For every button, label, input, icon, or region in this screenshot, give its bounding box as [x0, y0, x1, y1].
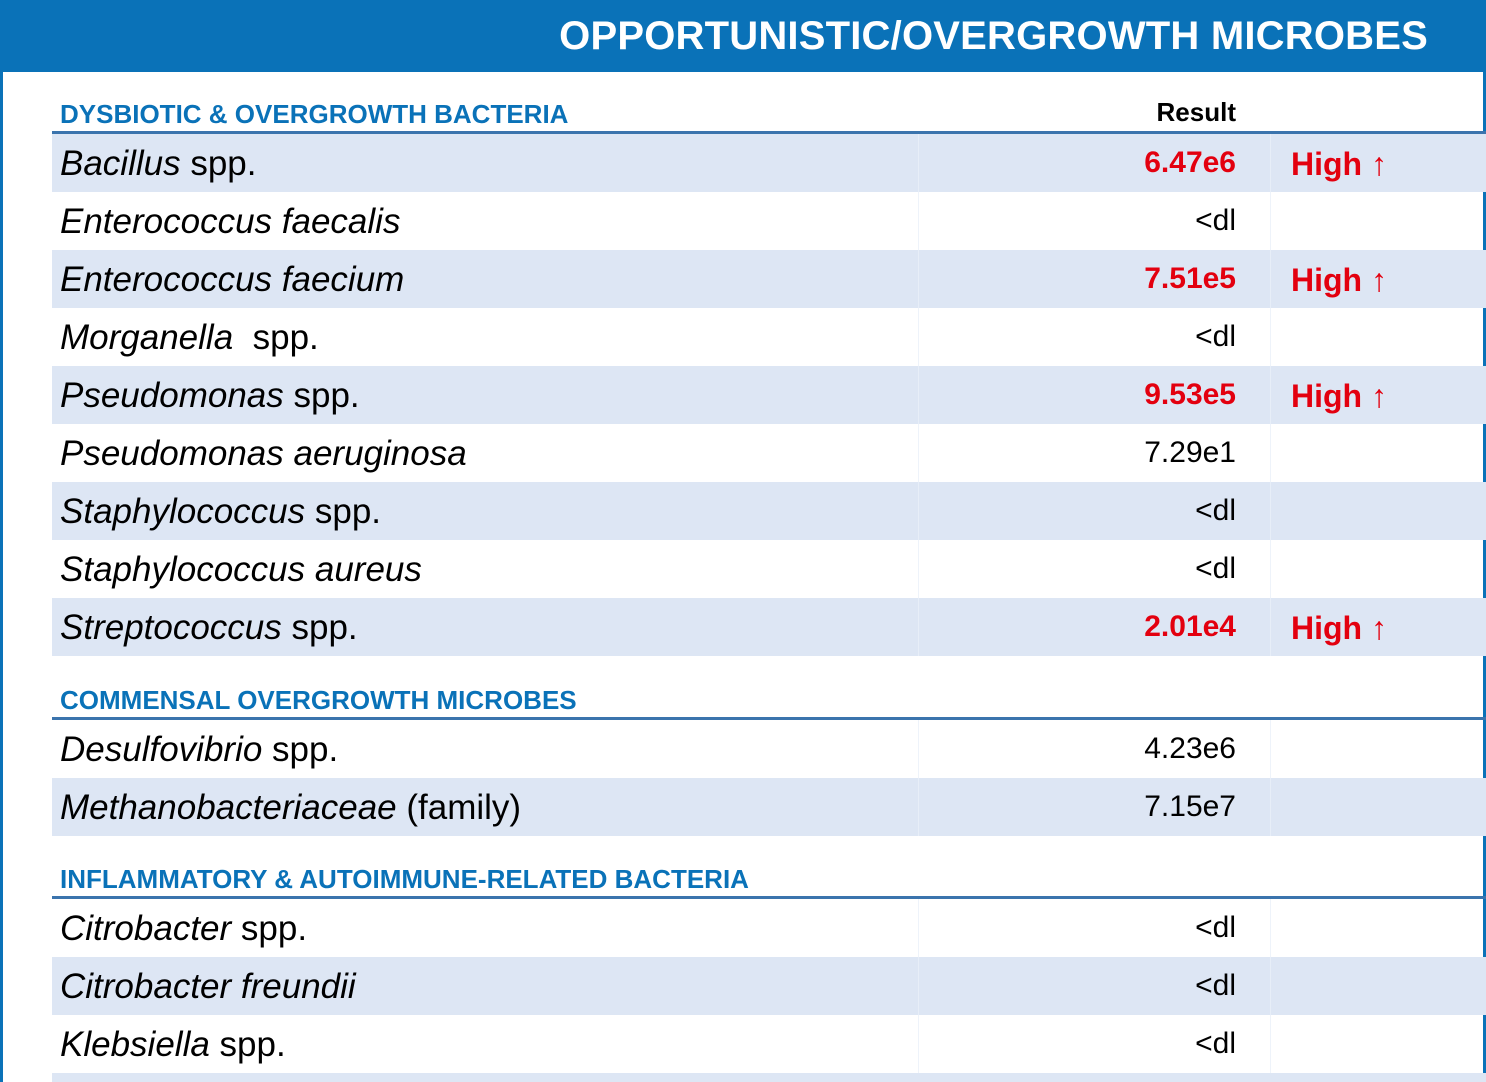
table-row-partial: [52, 1073, 1486, 1082]
organism-name: Citrobacter freundii: [60, 967, 356, 1006]
table-row: [52, 134, 1486, 192]
table-row: [52, 250, 1486, 308]
result-column-header: Result: [1156, 97, 1236, 127]
page-header: [0, 0, 1486, 72]
result-value: 7.15e7: [1144, 790, 1236, 823]
high-flag: High ↑: [1291, 262, 1387, 298]
table-row: [52, 192, 1486, 250]
table-row: [52, 957, 1486, 1015]
result-value: <dl: [1195, 494, 1236, 527]
section-header-commensal: [52, 680, 1486, 720]
organism-name: Staphylococcus spp.: [60, 492, 382, 531]
result-value: <dl: [1195, 320, 1236, 353]
organism-name: Pseudomonas spp.: [60, 376, 360, 415]
organism-name: Streptococcus spp.: [60, 608, 358, 647]
table-row: [52, 899, 1486, 957]
section-header-inflammatory: [52, 859, 1486, 899]
table-row: [52, 720, 1486, 778]
high-flag: High ↑: [1291, 378, 1387, 414]
result-value: 7.51e5: [1144, 262, 1236, 295]
result-value: 7.29e1: [1144, 436, 1236, 469]
result-value: 2.01e4: [1144, 610, 1236, 643]
section-title: INFLAMMATORY & AUTOIMMUNE-RELATED BACTERIA: [60, 864, 749, 894]
table-row: [52, 778, 1486, 836]
organism-name: Klebsiella spp.: [60, 1025, 286, 1064]
organism-name: Desulfovibrio spp.: [60, 730, 339, 769]
organism-name: Bacillus spp.: [60, 144, 257, 183]
result-value: <dl: [1195, 1027, 1236, 1060]
table-row: [52, 482, 1486, 540]
table-row: [52, 598, 1486, 656]
organism-name: Citrobacter spp.: [60, 909, 308, 948]
result-value: 9.53e5: [1144, 378, 1236, 411]
result-value: <dl: [1195, 969, 1236, 1002]
table-row: [52, 366, 1486, 424]
section-title: COMMENSAL OVERGROWTH MICROBES: [60, 685, 577, 715]
result-value: <dl: [1195, 204, 1236, 237]
organism-name: Morganella spp.: [60, 318, 319, 357]
high-flag: High ↑: [1291, 146, 1387, 182]
table-row: [52, 424, 1486, 482]
high-flag: High ↑: [1291, 610, 1387, 646]
organism-name: Methanobacteriaceae (family): [60, 788, 522, 827]
table-row: [52, 540, 1486, 598]
result-value: <dl: [1195, 552, 1236, 585]
section-header-dysbiotic: [52, 94, 1486, 134]
result-value: 6.47e6: [1144, 146, 1236, 179]
result-value: 4.23e6: [1144, 732, 1236, 765]
organism-name: Pseudomonas aeruginosa: [60, 434, 467, 473]
table-row: [52, 308, 1486, 366]
result-value: <dl: [1195, 911, 1236, 944]
organism-name: Enterococcus faecium: [60, 260, 405, 299]
page-title: OPPORTUNISTIC/OVERGROWTH MICROBES: [559, 14, 1428, 58]
organism-name: Staphylococcus aureus: [60, 550, 422, 589]
section-title: DYSBIOTIC & OVERGROWTH BACTERIA: [60, 99, 569, 129]
table-row: [52, 1015, 1486, 1073]
organism-name: Enterococcus faecalis: [60, 202, 401, 241]
